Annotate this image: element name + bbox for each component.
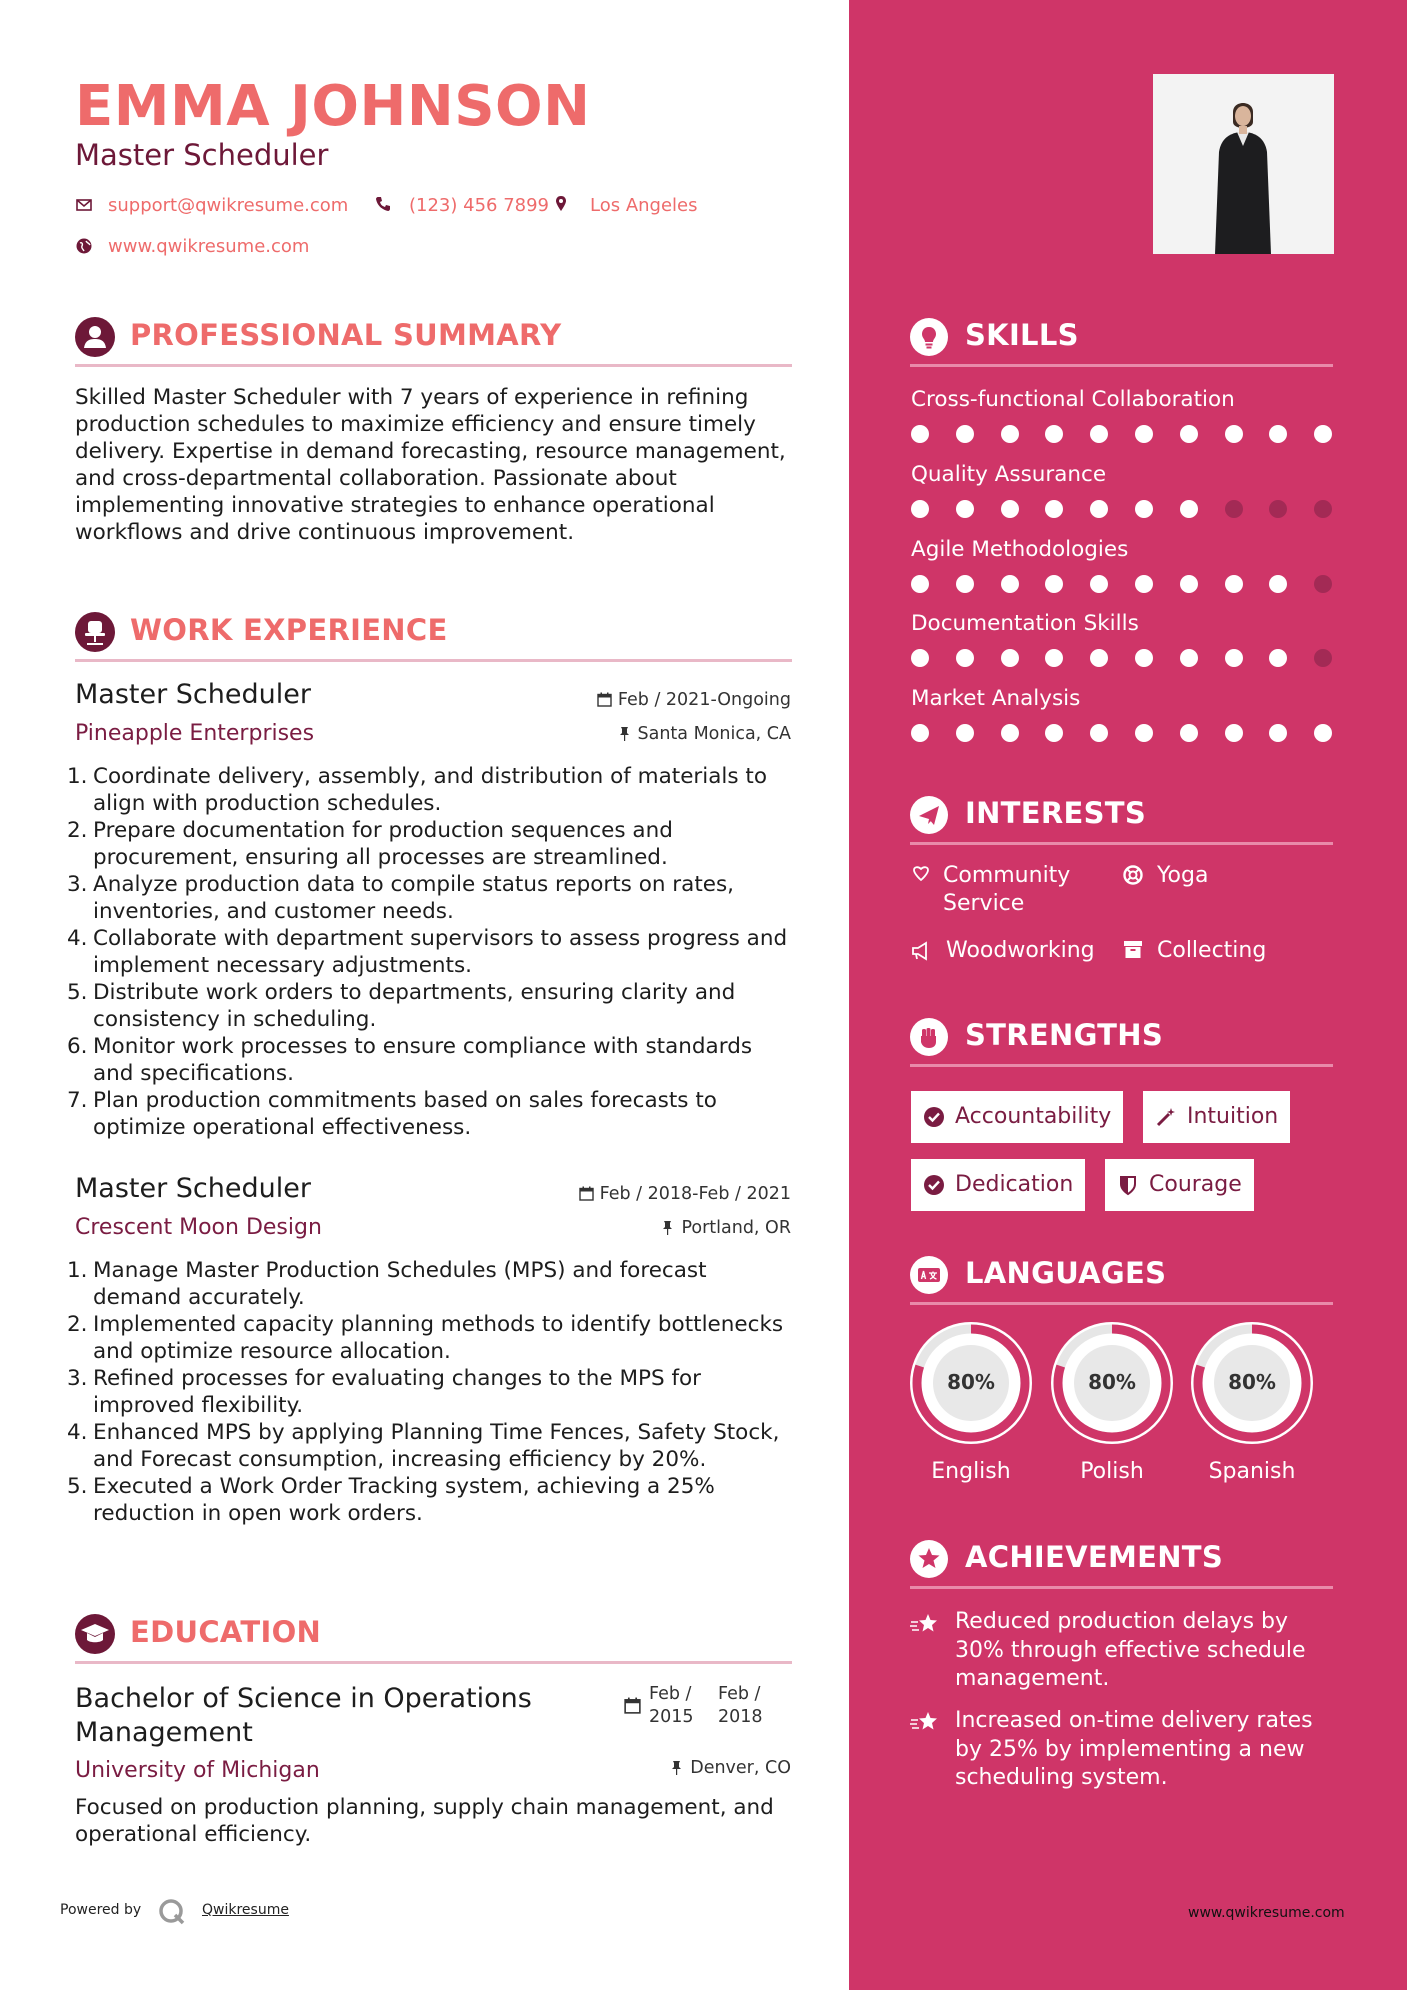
rating-dot-filled [1045, 724, 1063, 742]
check-circle-icon [923, 1174, 945, 1196]
skill-name: Agile Methodologies [911, 537, 1129, 562]
degree-title: Bachelor of Science in Operations Management [75, 1683, 532, 1748]
rating-dot-filled [1045, 425, 1063, 443]
skill-rating [911, 722, 1341, 744]
rating-dot-filled [1001, 425, 1019, 443]
education-end: Feb / 2018 [718, 1684, 763, 1727]
rating-dot-filled [1001, 724, 1019, 742]
experience-heading: WORK EXPERIENCE [130, 613, 448, 647]
job-responsibilities [67, 763, 797, 1141]
rating-dot-empty [1314, 649, 1332, 667]
rating-dot-filled [1269, 724, 1287, 742]
list-item: 4. Collaborate with department supervisors to assess progress and implement necessary adjustments. [67, 926, 788, 978]
rating-dot-filled [911, 500, 929, 518]
interest-item: Yoga [1157, 863, 1209, 888]
rating-dot-filled [911, 649, 929, 667]
education-divider [75, 1661, 792, 1664]
archive-icon [1122, 938, 1144, 960]
pushpin-icon [617, 726, 632, 741]
rating-dot-filled [1225, 649, 1243, 667]
list-item: 6. Monitor work processes to ensure compliance with standards and specifications. [67, 1034, 753, 1086]
job-location [660, 1218, 791, 1238]
contact-email[interactable]: support@qwikresume.com [108, 195, 349, 216]
rating-dot-filled [956, 649, 974, 667]
rating-dot-filled [1001, 500, 1019, 518]
powered-by-label: Powered by [60, 1902, 142, 1918]
job-dates-text: Feb / 2018-Feb / 2021 [599, 1184, 791, 1204]
achievements-divider [910, 1586, 1333, 1589]
list-item: 4. Enhanced MPS by applying Planning Time Fences, Safety Stock, and Forecast consumption, increasing efficiency by 20%. [67, 1420, 780, 1472]
interests-divider [910, 842, 1333, 845]
summary-divider [75, 364, 792, 367]
rating-dot-filled [1090, 575, 1108, 593]
check-circle-icon [923, 1106, 945, 1128]
interests-heading: INTERESTS [965, 796, 1147, 830]
strength-badge: Courage [1105, 1159, 1254, 1211]
rating-dot-filled [1135, 500, 1153, 518]
job-company: Crescent Moon Design [75, 1215, 322, 1240]
calendar-icon [624, 1697, 641, 1714]
experience-divider [75, 659, 792, 662]
list-item: 3. Refined processes for evaluating changes to the MPS for improved flexibility. [67, 1366, 702, 1418]
skill-rating [911, 573, 1341, 595]
heart-hand-icon [910, 864, 932, 886]
strength-badge: Accountability [911, 1091, 1123, 1143]
fist-icon [910, 1018, 948, 1056]
calendar-icon [579, 1186, 594, 1201]
rating-dot-filled [1180, 575, 1198, 593]
rating-dot-filled [1090, 425, 1108, 443]
rating-dot-filled [1180, 425, 1198, 443]
shooting-star-icon [909, 1612, 939, 1636]
summary-text: Skilled Master Scheduler with 7 years of experience in refining production schedules to maximize efficiency and ensure timely delivery. Expertise in demand forecasting, resource management, and cross-departmental collaboration. Passionate about implementing innovative strategies to enhance operational workflows and drive continuous improvement. [75, 385, 786, 545]
rating-dot-filled [1314, 425, 1332, 443]
interest-item: Collecting [1157, 938, 1267, 963]
contact-website[interactable]: www.qwikresume.com [108, 236, 310, 257]
skill-name: Cross-functional Collaboration [911, 387, 1235, 412]
education-start: Feb / 2015 [649, 1684, 694, 1727]
rating-dot-empty [1314, 575, 1332, 593]
list-item: 1. Coordinate delivery, assembly, and distribution of materials to align with production schedules. [67, 764, 768, 816]
list-item: 2. Prepare documentation for production sequences and procurement, ensuring all processes are streamlined. [67, 818, 673, 870]
calendar-icon [597, 692, 612, 707]
megaphone-icon [910, 940, 932, 962]
phone-icon [374, 195, 392, 213]
language-icon [910, 1256, 948, 1294]
rating-dot-filled [1180, 724, 1198, 742]
contact-location: Los Angeles [590, 195, 698, 216]
award-star-icon [910, 1540, 948, 1578]
rating-dot-filled [1135, 575, 1153, 593]
language-percent: 80% [1228, 1370, 1276, 1394]
rating-dot-filled [1090, 724, 1108, 742]
strengths-heading: STRENGTHS [965, 1018, 1164, 1052]
map-pin-icon [552, 195, 570, 213]
strength-badge: Intuition [1143, 1091, 1290, 1143]
language-percent: 80% [947, 1370, 995, 1394]
achievement-item: Reduced production delays by 30% through effective schedule management. [955, 1609, 1306, 1691]
strengths-divider [910, 1064, 1333, 1067]
globe-icon [75, 237, 93, 255]
interest-item: Community Service [943, 863, 1071, 916]
list-item: 1. Manage Master Production Schedules (MPS) and forecast demand accurately. [67, 1258, 707, 1310]
list-item: 7. Plan production commitments based on sales forecasts to optimize operational effectiveness. [67, 1088, 717, 1140]
list-item: 2. Implemented capacity planning methods to identify bottlenecks and optimize resource allocation. [67, 1312, 784, 1364]
paper-plane-icon [910, 796, 948, 834]
rating-dot-filled [911, 575, 929, 593]
interest-item: Woodworking [946, 938, 1095, 963]
strength-badge: Dedication [911, 1159, 1085, 1211]
skill-name: Quality Assurance [911, 462, 1107, 487]
rating-dot-filled [1180, 649, 1198, 667]
rating-dot-filled [956, 724, 974, 742]
job-dates-text: Feb / 2021-Ongoing [617, 690, 791, 710]
language-name: Spanish [1208, 1459, 1296, 1484]
envelope-icon [75, 196, 93, 214]
contact-phone[interactable]: (123) 456 7899 [409, 195, 550, 216]
skill-rating [911, 498, 1341, 520]
magic-wand-icon [1155, 1106, 1177, 1128]
rating-dot-filled [1045, 649, 1063, 667]
candidate-name: EMMA JOHNSON [75, 74, 591, 139]
rating-dot-filled [1225, 425, 1243, 443]
skill-name: Documentation Skills [911, 611, 1139, 636]
rating-dot-filled [1001, 649, 1019, 667]
summary-heading: PROFESSIONAL SUMMARY [130, 318, 562, 352]
rating-dot-filled [911, 425, 929, 443]
skill-name: Market Analysis [911, 686, 1081, 711]
rating-dot-filled [956, 425, 974, 443]
rating-dot-filled [956, 500, 974, 518]
rating-dot-filled [956, 575, 974, 593]
rating-dot-filled [1135, 724, 1153, 742]
job-dates [597, 690, 791, 710]
job-dates [579, 1184, 791, 1204]
pushpin-icon [669, 1760, 684, 1775]
job-title: Master Scheduler [75, 679, 311, 710]
job-location [617, 724, 792, 744]
rating-dot-empty [1225, 500, 1243, 518]
rating-dot-filled [1269, 575, 1287, 593]
rating-dot-filled [1001, 575, 1019, 593]
rating-dot-filled [1135, 425, 1153, 443]
job-title: Master Scheduler [75, 1173, 311, 1204]
rating-dot-empty [1269, 500, 1287, 518]
languages-divider [910, 1302, 1333, 1305]
job-responsibilities [67, 1257, 797, 1527]
achievements-heading: ACHIEVEMENTS [965, 1540, 1224, 1574]
rating-dot-filled [1314, 724, 1332, 742]
rating-dot-filled [1269, 649, 1287, 667]
job-company: Pineapple Enterprises [75, 721, 315, 746]
rating-dot-filled [1269, 425, 1287, 443]
rating-dot-empty [1314, 500, 1332, 518]
education-location-text: Denver, CO [690, 1758, 791, 1778]
job-location-text: Portland, OR [681, 1218, 791, 1238]
education-location [669, 1758, 791, 1778]
skill-rating [911, 647, 1341, 669]
skills-divider [910, 364, 1333, 367]
qwikresume-link[interactable]: Qwikresume [202, 1902, 289, 1918]
education-heading: EDUCATION [130, 1615, 322, 1649]
qwikresume-logo-icon [157, 1897, 187, 1925]
skill-rating [911, 423, 1341, 445]
list-item: 3. Analyze production data to compile status reports on rates, inventories, and customer needs. [67, 872, 735, 924]
language-percent: 80% [1088, 1370, 1136, 1394]
rating-dot-filled [911, 724, 929, 742]
rating-dot-filled [1045, 500, 1063, 518]
rating-dot-filled [1090, 649, 1108, 667]
achievement-item: Increased on-time delivery rates by 25% by implementing a new scheduling system. [955, 1708, 1313, 1790]
list-item: 5. Distribute work orders to departments, ensuring clarity and consistency in scheduling. [67, 980, 736, 1032]
footer-website[interactable]: www.qwikresume.com [1188, 1905, 1345, 1921]
list-item: 5. Executed a Work Order Tracking system, achieving a 25% reduction in open work orders. [67, 1474, 715, 1526]
shooting-star-icon [909, 1710, 939, 1734]
rating-dot-filled [1090, 500, 1108, 518]
job-location-text: Santa Monica, CA [637, 724, 791, 744]
office-chair-icon [75, 612, 115, 652]
rating-dot-filled [1135, 649, 1153, 667]
rating-dot-filled [1225, 724, 1243, 742]
school-name: University of Michigan [75, 1758, 320, 1783]
lightbulb-icon [910, 318, 948, 356]
languages-heading: LANGUAGES [965, 1256, 1167, 1290]
shield-icon [1117, 1174, 1139, 1196]
pushpin-icon [660, 1220, 675, 1235]
language-name: English [931, 1459, 1011, 1484]
user-icon [75, 317, 115, 357]
language-name: Polish [1080, 1459, 1144, 1484]
lifebuoy-icon [1122, 864, 1144, 886]
candidate-role: Master Scheduler [75, 138, 329, 172]
skills-heading: SKILLS [965, 318, 1079, 352]
education-description: Focused on production planning, supply chain management, and operational efficiency. [75, 1795, 774, 1847]
rating-dot-filled [1180, 500, 1198, 518]
rating-dot-filled [1045, 575, 1063, 593]
graduation-cap-icon [75, 1614, 115, 1654]
rating-dot-filled [1225, 575, 1243, 593]
profile-photo [1153, 74, 1334, 254]
